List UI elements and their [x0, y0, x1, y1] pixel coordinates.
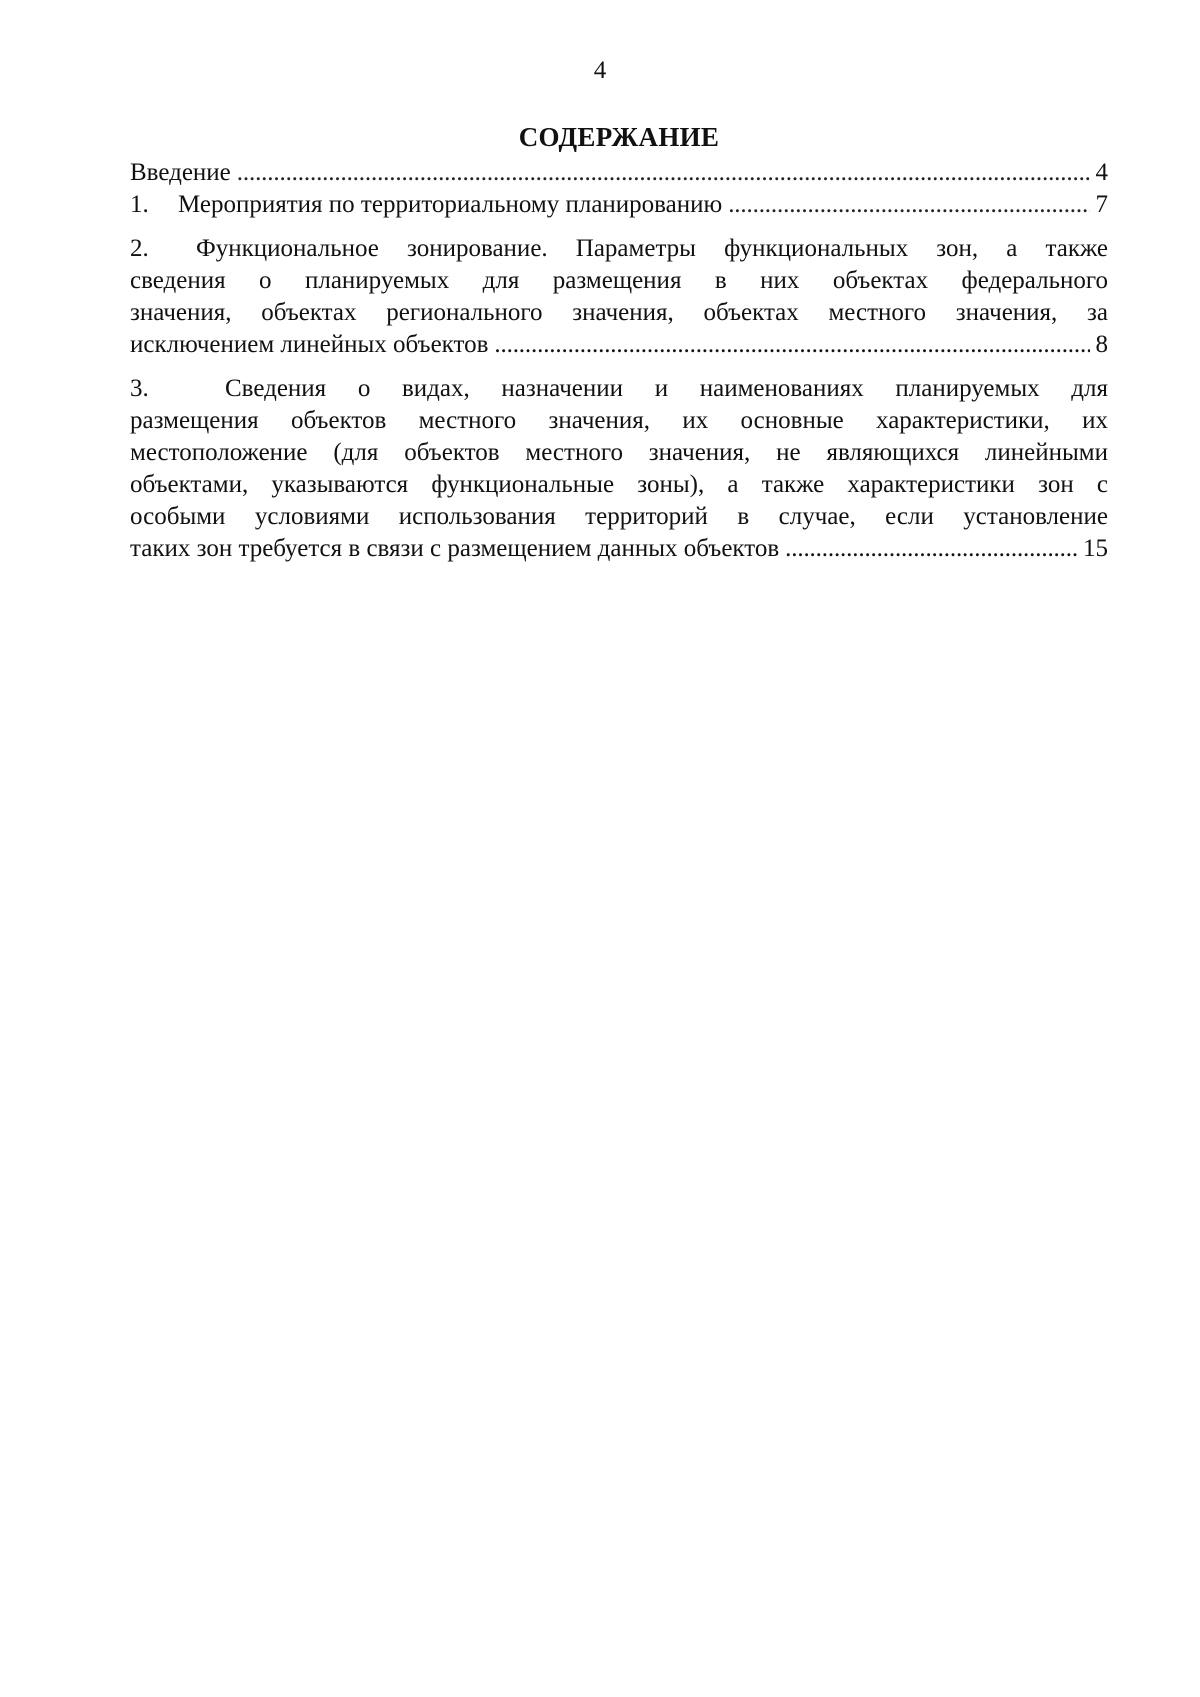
table-of-contents — [130, 157, 1108, 565]
toc-entry-1[interactable] — [130, 189, 1108, 221]
toc-entry-line: размещения объектов местного значения, их основные характеристики, их — [130, 407, 1108, 434]
dot-leader — [494, 329, 1089, 361]
toc-entry-line: таких зон требуется в связи с размещением данных объектов . . . 15 — [130, 533, 1108, 565]
toc-page-number: 8 — [1095, 331, 1108, 358]
page-number: 4 — [593, 57, 607, 84]
dot-leader — [785, 533, 1077, 565]
toc-entry-line: особыми условиями использования территорий в случае, если установление — [130, 503, 1108, 530]
toc-entry-line: местоположение (для объектов местного значения, не являющихся линейными — [130, 439, 1108, 466]
toc-entry-line: исключением линейных объектов . . . 8 — [130, 329, 1108, 361]
toc-entry-3[interactable] — [130, 373, 1108, 565]
toc-page-number: 7 — [1095, 191, 1108, 218]
toc-entry-line: 2. Функциональное зонирование. Параметры функциональных зон, а также — [130, 233, 1108, 265]
toc-entry-number: 2. — [130, 235, 149, 262]
toc-page-number: 4 — [1095, 159, 1108, 186]
toc-entry-number: 1. — [130, 191, 149, 218]
toc-entry-line: 3. Сведения о видах, назначении и наименованиях планируемых для — [130, 373, 1108, 405]
toc-entry-2[interactable] — [130, 233, 1108, 361]
dot-leader — [237, 157, 1090, 189]
toc-entry-number: 3. — [130, 375, 149, 402]
toc-entry-label: Мероприятия по территориальному планированию — [178, 191, 723, 218]
toc-page-number: 15 — [1083, 535, 1108, 562]
document-title: СОДЕРЖАНИЕ — [518, 122, 720, 152]
toc-entry-line: значения, объектах регионального значения, объектах местного значения, за — [130, 299, 1108, 326]
dot-leader — [728, 189, 1089, 221]
toc-entry-intro[interactable] — [130, 157, 1108, 189]
toc-entry-line: сведения о планируемых для размещения в них объектах федерального — [130, 267, 1108, 294]
toc-entry-label: Введение — [130, 159, 231, 186]
toc-entry-line: объектами, указываются функциональные зоны), а также характеристики зон с — [130, 471, 1108, 498]
